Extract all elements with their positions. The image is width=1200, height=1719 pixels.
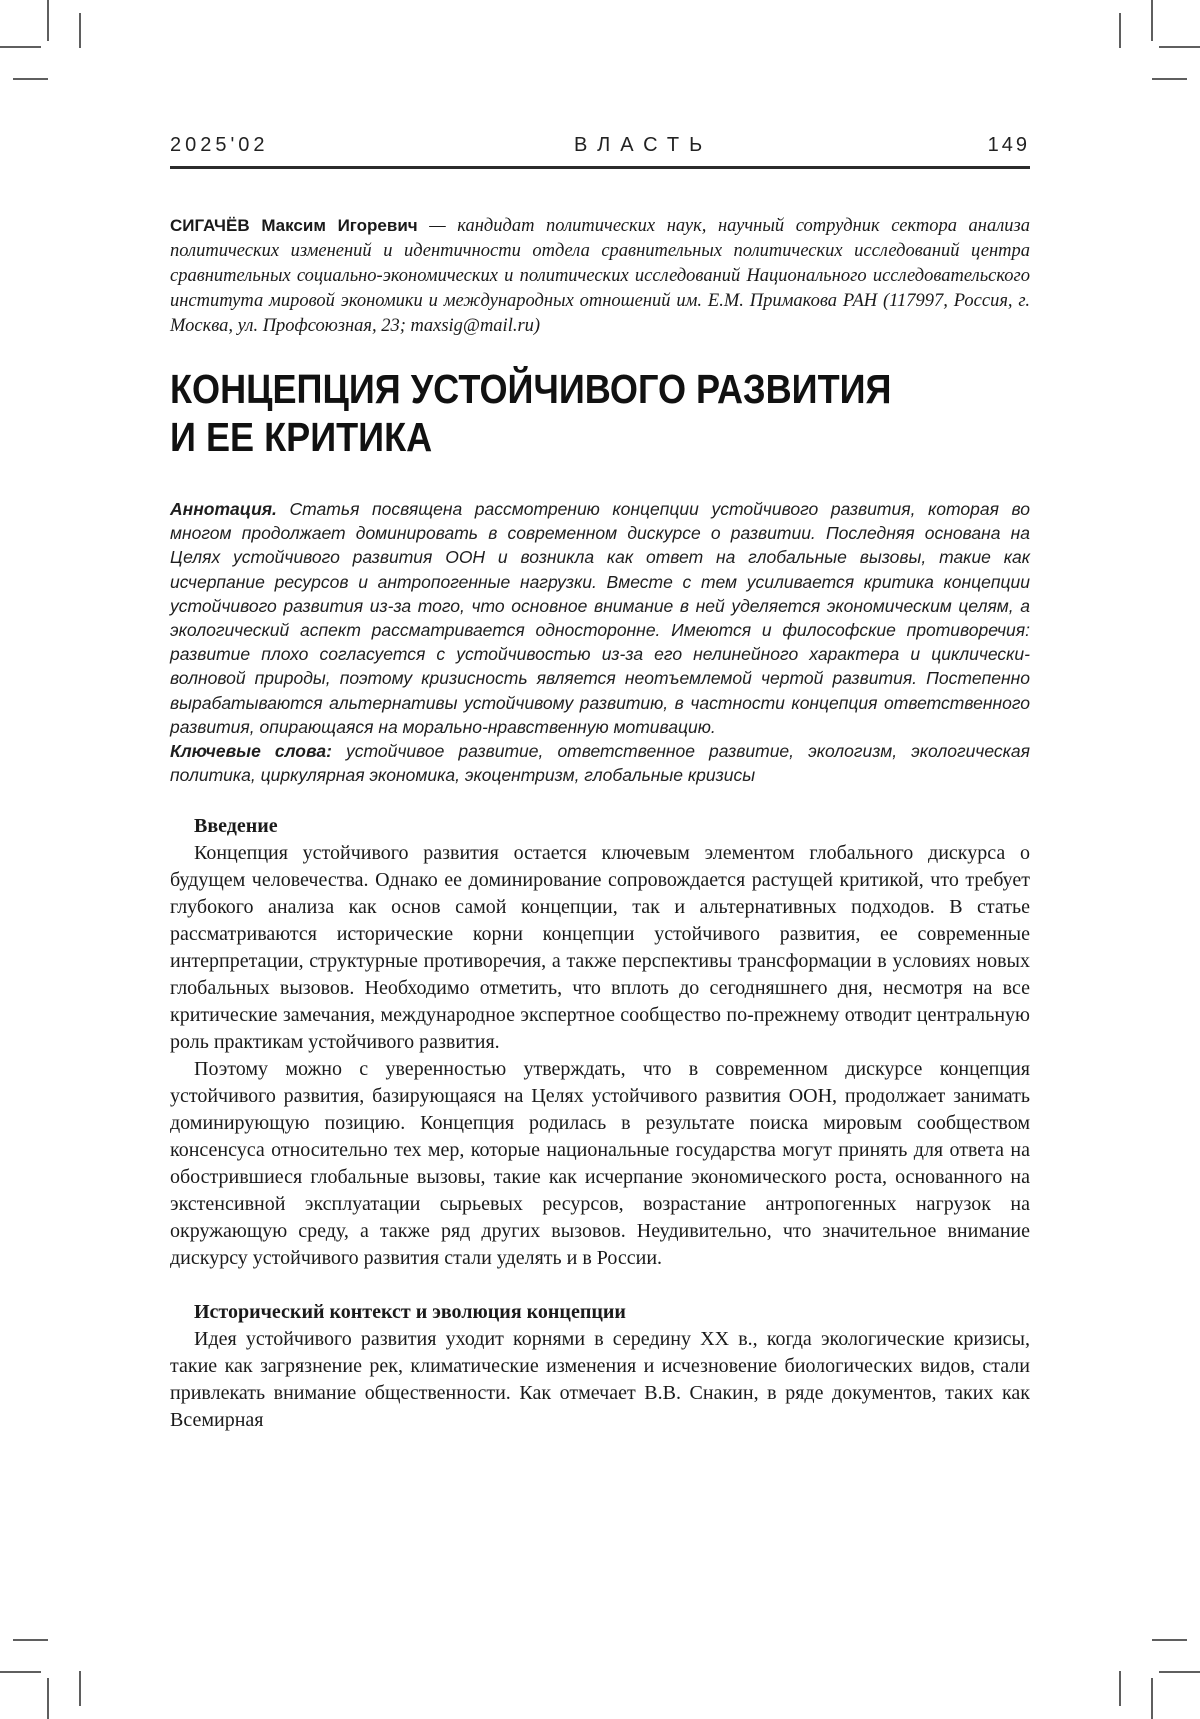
keywords-text: устойчивое развитие, ответственное развитие, экологизм, экологическая политика, циркулярная экономика, экоцентризм, глобальные кризисы [170,741,1030,786]
abstract [170,497,1030,739]
page-content [170,0,1030,1434]
article-body [170,813,1030,1434]
paragraph: Концепция устойчивого развития остается ключевым элементом глобального дискурса о будущем человечества. Однако ее доминирование сопровождается растущей критикой, что требует глубокого анализа как основ самой концепции, так и альтернативных подходов. В статье рассматриваются исторические корни концепции устойчивого развития, ее современные интерпретации, структурные противоречия, а также перспективы трансформации в условиях новых глобальных вызовов. Необходимо отметить, что вплоть до сегодняшнего дня, несмотря на все критические замечания, международное экспертное сообщество по-прежнему отводит центральную роль практикам устойчивого развития. [170,842,1030,1054]
keywords [170,739,1030,787]
article-title-line1: КОНЦЕПЦИЯ УСТОЙЧИВОГО РАЗВИТИЯ [170,366,892,412]
abstract-keywords-block [170,497,1030,787]
journal-title: ВЛАСТЬ [573,134,713,156]
article-title [170,365,1030,461]
paragraph: Поэтому можно с уверенностью утверждать, что в современном дискурсе концепция устойчивого развития, базирующаяся на Целях устойчивого развития ООН, продолжает занимать доминирующую позицию. Концепция родилась в результате поиска мировым сообществом консенсуса относительно тех мер, которые национальные государства могут принять для ответа на обострившиеся глобальные вызовы, такие как исчерпание экономического роста, основанного на экстенсивной эксплуатации сырьевых ресурсов, возрастание антропогенных нагрузок на окружающую среду, а также ряд других вызовов. Неудивительно, что значительное внимание дискурсу устойчивого развития стали уделять и в России. [170,1058,1030,1270]
issue-number: 2025'02 [170,134,269,156]
article-title-line2: И ЕЕ КРИТИКА [170,414,433,460]
author-name: СИГАЧЁВ Максим Игоревич [170,216,418,235]
author-block [170,213,1030,339]
journal-running-head [170,134,1030,169]
author-separator: — [429,216,446,236]
paragraph: Идея устойчивого развития уходит корнями в середину XX в., когда экологические кризисы, такие как загрязнение рек, климатические изменения и исчезновение биологических видов, стали привлекать внимание общественности. Как отмечает В.В. Снакин, в ряде документов, таких как Всемирная [170,1328,1030,1432]
section-heading-historical-context: Исторический контекст и эволюция концепции [194,1301,626,1324]
keywords-label: Ключевые слова: [170,741,332,762]
abstract-text: Статья посвящена рассмотрению концепции устойчивого развития, которая во многом продолжает доминировать в современном дискурсе о развитии. Последняя основана на Целях устойчивого развития ООН и возникла как ответ на глобальные вызовы, такие как исчерпание ресурсов и антропогенные нагрузки. Вместе с тем усиливается критика концепции устойчивого развития из-за того, что основное внимание в ней уделяется экономическим целям, а экологический аспект рассматривается односторонне. Имеются и философские противоречия: развитие плохо согласуется с устойчивостью из-за его нелинейного характера и циклически-волновой природы, поэтому кризисность является неотъемлемой чертой развития. Постепенно вырабатываются альтернативы устойчивому развитию, в частности концепция ответственного развития, опирающаяся на морально-нравственную мотивацию. [170,499,1030,737]
abstract-label: Аннотация. [170,499,277,519]
section-heading-introduction: Введение [194,815,278,838]
author-affiliation: кандидат политических наук, научный сотрудник сектора анализа политических изменений и идентичности отдела сравнительных политических исследований центра сравнительных социально-экономических и политических исследований Национального исследовательского института мировой экономики и международных отношений им. Е.М. Примакова РАН (117997, Россия, г. Москва, ул. Профсоюзная, 23; maxsig@mail.ru) [170,216,1030,336]
page-number: 149 [987,134,1030,156]
